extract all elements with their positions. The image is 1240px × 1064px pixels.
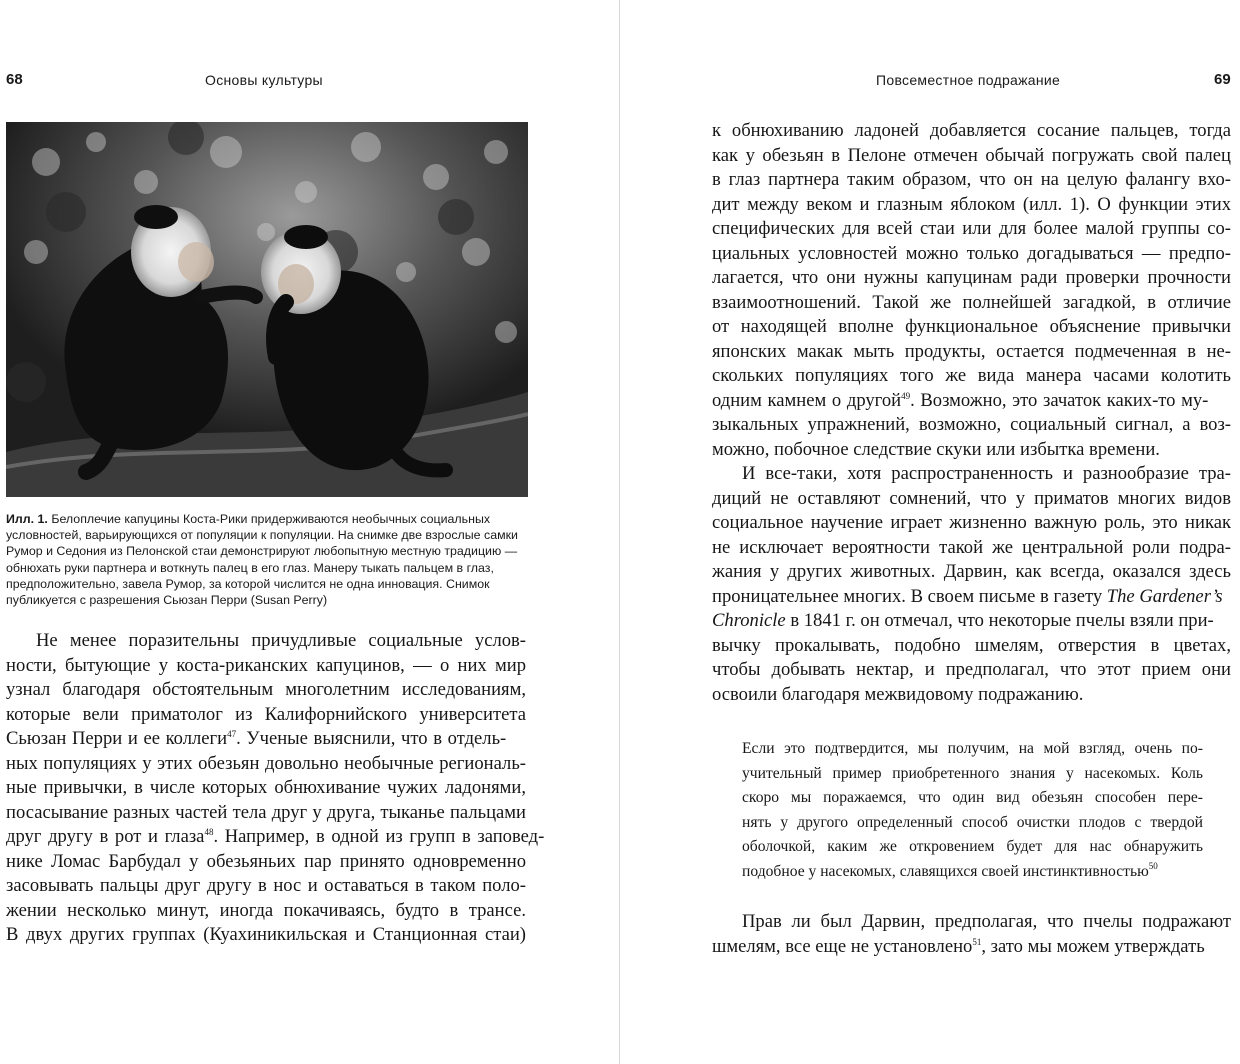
quote-line: нять у другого определенный способ очистки плодов с твердой bbox=[742, 813, 1203, 831]
text-line: не исключает вероятности такой же центральной роли подра- bbox=[712, 536, 1231, 558]
text-line: жении несколько минут, иногда покачиваясь, будто в трансе. bbox=[6, 899, 526, 921]
text-fragment: друг другу в рот и глаза bbox=[6, 826, 205, 847]
quote-line: скоро мы поражаемся, что один вид обезьян способен пере- bbox=[742, 789, 1203, 807]
right-body-paragraph-1 bbox=[712, 119, 1231, 707]
page-number-left: 68 bbox=[6, 71, 23, 88]
text-line: жания у других животных. Дарвин, как всегда, оказался здесь bbox=[712, 561, 1231, 582]
text-line: вычку прокалывать, подобно шмелям, отверстия в цветах, bbox=[712, 634, 1231, 656]
running-head-right: Повсеместное подражание bbox=[876, 72, 1061, 88]
text-line: японских макак мыть продукты, остается подмеченная в не- bbox=[712, 340, 1231, 362]
text-line: скольких популяциях того же вида манера часами колотить bbox=[712, 365, 1231, 386]
text-line: к обнюхиванию ладоней добавляется сосание пальцев, тогда bbox=[712, 120, 1231, 141]
text-line: освоили благодаря межвидовому подражанию. bbox=[712, 683, 1084, 705]
text-fragment: шмелям, все еще не установлено bbox=[712, 935, 973, 957]
text-line: взаимоотношений. Такой же полнейшей загадкой, в отличие bbox=[712, 291, 1231, 313]
text-line: социальное научение играет жизненно важную роль, это никак bbox=[712, 512, 1231, 533]
text-line: чтобы добывать нектар, и предполагал, что этот прием они bbox=[712, 659, 1231, 680]
caption-line: предположительно, завела Румор, за которой числится не одна инновация. Снимок bbox=[6, 576, 490, 591]
text-fragment: одним камнем о другой bbox=[712, 389, 902, 411]
text-line: от находящей вполне функциональное объяснение привычки bbox=[712, 316, 1231, 337]
footnote-ref: 50 bbox=[1148, 860, 1158, 871]
newspaper-title: The Gardener’s bbox=[1106, 585, 1223, 607]
text-fragment: . Ученые выяснили, что в отдель- bbox=[236, 728, 507, 749]
footnote-ref: 47 bbox=[227, 729, 237, 739]
text-fragment: проницательнее многих. В своем письме в газету bbox=[712, 585, 1107, 607]
text-fragment: . Например, в одной из групп в заповед- bbox=[213, 826, 545, 847]
caption-line: условностей, варьирующихся от популяции к популяции. На снимке две взрослые самки bbox=[6, 528, 518, 543]
page-number-right: 69 bbox=[1214, 71, 1231, 88]
text-line bbox=[712, 609, 1231, 634]
text-line bbox=[6, 727, 526, 752]
text-line: узнал благодаря обстоятельным многолетним исследованиям, bbox=[6, 679, 526, 700]
text-line: дит между веком и глазным яблоком (илл. 1). О функции этих bbox=[712, 193, 1231, 215]
text-line: И все-таки, хотя распространенность и разнообразие тра- bbox=[742, 463, 1231, 484]
quote-line: оболочкой, каким же откровением будет для нас обнаружить bbox=[742, 838, 1203, 856]
text-fragment: , зато мы можем утверждать bbox=[981, 935, 1205, 957]
caption-line: Румор и Седония из Пелонской стаи демонстрируют любопытную местную традицию — bbox=[6, 544, 518, 559]
text-fragment: в 1841 г. он отмечал, что некоторые пчелы взяли при- bbox=[785, 610, 1214, 631]
text-line: засовывать пальцы друг другу в нос и оставаться в таком поло- bbox=[6, 875, 526, 896]
footnote-ref: 51 bbox=[972, 936, 982, 947]
text-fragment: Сьюзан Перри и ее коллеги bbox=[6, 728, 228, 749]
text-line: ных популяциях у этих обезьян довольно необычные региональ- bbox=[6, 752, 526, 774]
text-line bbox=[6, 825, 545, 850]
running-head-left: Основы культуры bbox=[205, 72, 323, 88]
text-line: можно, побочное следствие скуки или избытка времени. bbox=[712, 438, 1160, 460]
left-body-paragraph bbox=[6, 629, 545, 948]
text-line: в глаз партнера таким образом, что он на целую фалангу вхо- bbox=[712, 169, 1231, 190]
text-fragment: . Возможно, это зачаток каких-то му- bbox=[910, 389, 1209, 411]
text-line: нике Ломас Барбудал у обезьяньих пар принято одновременно bbox=[6, 850, 526, 872]
caption-line: публикуется с разрешения Сьюзан Перри (Susan Perry) bbox=[6, 593, 328, 608]
text-line: лагается, что они нужны капуцинам ради проверки прочности bbox=[712, 267, 1231, 288]
text-line: посасывание разных частей тела друг у друга, тыканье пальцами bbox=[6, 801, 526, 823]
capuchin-photo-illustration bbox=[6, 122, 528, 497]
text-line bbox=[712, 585, 1231, 610]
text-line: диций не оставляют сомнений, что у приматов многих видов bbox=[712, 487, 1231, 509]
capuchin-photo bbox=[6, 122, 528, 497]
quote-line bbox=[742, 860, 1203, 885]
text-fragment: подобное у насекомых, славящихся своей инстинктивностью bbox=[742, 862, 1149, 880]
caption-line: обнюхать руки партнера и воткнуть палец в его глаз. Манеру тыкать пальцем в глаз, bbox=[6, 560, 494, 575]
text-line bbox=[712, 935, 1231, 960]
text-line: циальных условностей можно только догадываться — предпо- bbox=[712, 242, 1231, 264]
quote-line: Если это подтвердится, мы получим, на мой взгляд, очень по- bbox=[742, 740, 1203, 757]
text-line: Не менее поразительны причудливые социальные услов- bbox=[36, 630, 526, 651]
text-line bbox=[712, 389, 1231, 414]
text-line: ные привычки, в числе которых обнюхивание чужих ладонями, bbox=[6, 777, 526, 798]
caption-line: Белоплечие капуцины Коста-Рики придерживаются необычных социальных bbox=[47, 512, 491, 526]
footnote-ref: 48 bbox=[204, 827, 214, 837]
text-line: Прав ли был Дарвин, предполагая, что пчелы подражают bbox=[742, 911, 1231, 932]
caption-label: Илл. 1. bbox=[6, 512, 48, 526]
text-line: как у обезьян в Пелоне отмечен обычай погружать свой палец bbox=[712, 144, 1231, 166]
footnote-ref: 49 bbox=[901, 390, 911, 401]
darwin-quote bbox=[742, 737, 1203, 885]
text-line: В двух других группах (Куахиникильская и Станционная стаи) bbox=[6, 924, 526, 945]
text-line: специфических для всей стаи или для более малой группы со- bbox=[712, 218, 1231, 239]
quote-line: учительный пример приобретенного знания у насекомых. Коль bbox=[742, 764, 1203, 782]
text-line: ности, бытующие у коста-риканских капуцинов, — о них мир bbox=[6, 654, 526, 676]
text-line: которые вели приматолог из Калифорнийского университета bbox=[6, 703, 526, 725]
right-body-paragraph-3 bbox=[712, 910, 1231, 959]
text-line: зыкальных упражнений, возможно, социальный сигнал, а воз- bbox=[712, 414, 1231, 435]
newspaper-title: Chronicle bbox=[712, 610, 786, 631]
figure-caption bbox=[6, 511, 526, 608]
